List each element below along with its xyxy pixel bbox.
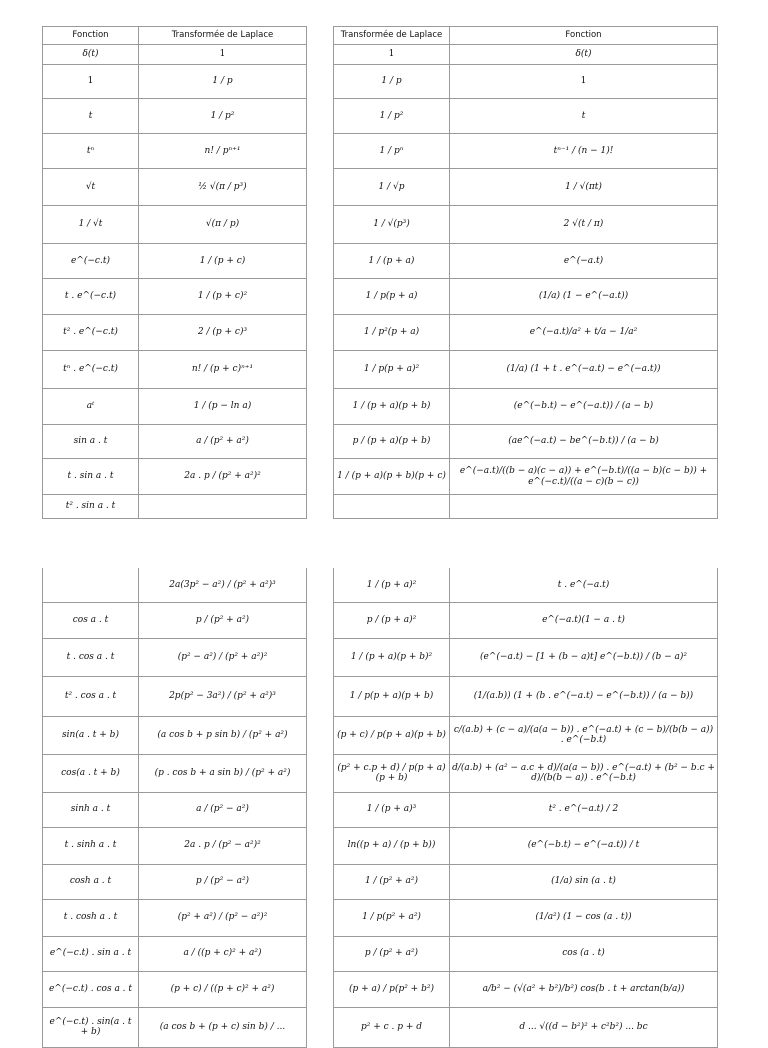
table-row (334, 315, 718, 351)
table-row (334, 206, 718, 244)
table-row (43, 754, 307, 792)
function-cell: e^(−a.t)/((b − a)(c − a)) + e^(−b.t)/((a − b)(c − b)) + e^(−c.t)/((a − c)(b − c)) (450, 459, 718, 495)
function-cell: t . cos a . t (43, 638, 139, 676)
table-row (43, 568, 307, 602)
table-row (334, 389, 718, 425)
transform-cell: p / (p + a)(p + b) (334, 425, 450, 459)
transform-cell: 1 / p (139, 65, 307, 99)
transform-cell: p / (p + a)² (334, 602, 450, 638)
transform-cell: (p . cos b + a sin b) / (p² + a²) (139, 754, 307, 792)
laplace-table-top-left (42, 26, 307, 519)
transform-cell: 1 / pⁿ (334, 134, 450, 169)
table-row (43, 459, 307, 495)
table-row (334, 169, 718, 206)
function-cell: t . sinh a . t (43, 827, 139, 864)
table-row (43, 792, 307, 827)
function-cell: (1/a) sin (a . t) (450, 864, 718, 899)
table-row (43, 99, 307, 134)
transform-cell: a / (p² + a²) (139, 425, 307, 459)
table-row (334, 899, 718, 936)
function-cell: a/b² − (√(a² + b²)/b²) cos(b . t + arctan(b/a)) (450, 971, 718, 1007)
header-row (334, 27, 718, 45)
table-row (334, 716, 718, 754)
transform-cell: 1 (334, 45, 450, 65)
function-cell: √t (43, 169, 139, 206)
table-row (43, 389, 307, 425)
function-cell: 1 / √t (43, 206, 139, 244)
function-cell: t (43, 99, 139, 134)
table-row (43, 676, 307, 716)
transform-cell: 1 / (p + a)² (334, 568, 450, 602)
transform-cell: 1 / p² (334, 99, 450, 134)
transform-cell: (p² + c.p + d) / p(p + a)(p + b) (334, 754, 450, 792)
transform-cell: 1 / (p² + a²) (334, 864, 450, 899)
table-row (334, 459, 718, 495)
laplace-table-bottom-right (333, 568, 718, 1048)
table-row (334, 602, 718, 638)
function-cell: d ... √((d − b²)² + c²b²) ... bc (450, 1007, 718, 1047)
function-cell: 1 (43, 65, 139, 99)
function-cell: e^(−c.t) (43, 244, 139, 279)
transform-cell: 1 / (p + a) (334, 244, 450, 279)
function-cell: (e^(−b.t) − e^(−a.t)) / t (450, 827, 718, 864)
transform-cell: 1 / p (334, 65, 450, 99)
transform-cell: 1 / (p + a)(p + b)(p + c) (334, 459, 450, 495)
function-cell (450, 495, 718, 519)
transform-cell: (p² + a²) / (p² − a²)² (139, 899, 307, 936)
transform-cell: 1 / p(p² + a²) (334, 899, 450, 936)
table-row (334, 792, 718, 827)
table-row (43, 602, 307, 638)
function-cell: (e^(−a.t) − [1 + (b − a)t] e^(−b.t)) / (b − a)² (450, 638, 718, 676)
table-row (43, 315, 307, 351)
transform-cell: 1 / (p − ln a) (139, 389, 307, 425)
function-cell: e^(−c.t) . sin(a . t + b) (43, 1007, 139, 1047)
transform-cell (139, 495, 307, 519)
table-row (334, 65, 718, 99)
function-cell: t . cosh a . t (43, 899, 139, 936)
function-cell: t² . e^(−c.t) (43, 315, 139, 351)
header-fonction: Fonction (450, 27, 718, 45)
transform-cell: (p² − a²) / (p² + a²)² (139, 638, 307, 676)
function-cell: t . e^(−a.t) (450, 568, 718, 602)
function-cell: e^(−a.t) (450, 244, 718, 279)
table-row (43, 425, 307, 459)
table-row (43, 716, 307, 754)
table-row (334, 45, 718, 65)
function-cell (43, 568, 139, 602)
function-cell: cos a . t (43, 602, 139, 638)
table-row (334, 676, 718, 716)
table-row (43, 638, 307, 676)
table-row (334, 864, 718, 899)
table-row (334, 754, 718, 792)
function-cell: tⁿ . e^(−c.t) (43, 351, 139, 389)
table-row (43, 279, 307, 315)
transform-cell: p / (p² − a²) (139, 864, 307, 899)
function-cell: t² . e^(−a.t) / 2 (450, 792, 718, 827)
function-cell: 1 / √(πt) (450, 169, 718, 206)
table-row (334, 425, 718, 459)
function-cell: cos(a . t + b) (43, 754, 139, 792)
table-row (43, 899, 307, 936)
table-row (334, 279, 718, 315)
transform-cell: ½ √(π / p³) (139, 169, 307, 206)
table-row (334, 827, 718, 864)
transform-cell: n! / (p + c)ⁿ⁺¹ (139, 351, 307, 389)
function-cell: sin(a . t + b) (43, 716, 139, 754)
table-row (43, 864, 307, 899)
table-row (334, 134, 718, 169)
transform-cell: a / ((p + c)² + a²) (139, 936, 307, 971)
transform-cell: n! / pⁿ⁺¹ (139, 134, 307, 169)
transform-cell: 1 / (p + c) (139, 244, 307, 279)
function-cell: aᵗ (43, 389, 139, 425)
function-cell: e^(−a.t)(1 − a . t) (450, 602, 718, 638)
table-row (334, 99, 718, 134)
table-row (43, 1007, 307, 1047)
table-row (334, 568, 718, 602)
transform-cell: 1 / (p + a)(p + b) (334, 389, 450, 425)
function-cell: cosh a . t (43, 864, 139, 899)
transform-cell: p / (p² + a²) (334, 936, 450, 971)
function-cell: e^(−c.t) . sin a . t (43, 936, 139, 971)
function-cell: tⁿ (43, 134, 139, 169)
transform-cell: (p + c) / ((p + c)² + a²) (139, 971, 307, 1007)
table-row (43, 134, 307, 169)
laplace-table-top-right (333, 26, 718, 519)
table-row (334, 971, 718, 1007)
table-row (334, 351, 718, 389)
function-cell: t² . sin a . t (43, 495, 139, 519)
transform-cell: p² + c . p + d (334, 1007, 450, 1047)
table-row (334, 1007, 718, 1047)
function-cell: e^(−c.t) . cos a . t (43, 971, 139, 1007)
function-cell: δ(t) (450, 45, 718, 65)
transform-cell: (a cos b + (p + c) sin b) / ... (139, 1007, 307, 1047)
function-cell: e^(−a.t)/a² + t/a − 1/a² (450, 315, 718, 351)
function-cell: (1/(a.b)) (1 + (b . e^(−a.t) − e^(−b.t)) / (a − b)) (450, 676, 718, 716)
function-cell: d/(a.b) + (a² − a.c + d)/(a(a − b)) . e^(−a.t) + (b² − b.c + d)/(b(b − a)) . e^(−b.t) (450, 754, 718, 792)
transform-cell: 1 / (p + a)³ (334, 792, 450, 827)
function-cell: sinh a . t (43, 792, 139, 827)
header-row (43, 27, 307, 45)
transform-cell: 2a . p / (p² − a²)² (139, 827, 307, 864)
transform-cell: 2a(3p² − a²) / (p² + a²)³ (139, 568, 307, 602)
table-row (43, 495, 307, 519)
transform-cell: 1 / √p (334, 169, 450, 206)
transform-cell: 1 / √(p³) (334, 206, 450, 244)
function-cell: t² . cos a . t (43, 676, 139, 716)
transform-cell: 1 / p(p + a)(p + b) (334, 676, 450, 716)
table-row (43, 936, 307, 971)
transform-cell: (a cos b + p sin b) / (p² + a²) (139, 716, 307, 754)
transform-cell: 1 / p² (139, 99, 307, 134)
transform-cell: a / (p² − a²) (139, 792, 307, 827)
header-transformee: Transformée de Laplace (139, 27, 307, 45)
transform-cell: (p + a) / p(p² + b²) (334, 971, 450, 1007)
function-cell: (e^(−b.t) − e^(−a.t)) / (a − b) (450, 389, 718, 425)
transform-cell (334, 495, 450, 519)
table-row (43, 971, 307, 1007)
transform-cell: 2a . p / (p² + a²)² (139, 459, 307, 495)
transform-cell: 1 / (p + a)(p + b)² (334, 638, 450, 676)
header-transformee: Transformée de Laplace (334, 27, 450, 45)
transform-cell: p / (p² + a²) (139, 602, 307, 638)
header-fonction: Fonction (43, 27, 139, 45)
function-cell: (1/a) (1 + t . e^(−a.t) − e^(−a.t)) (450, 351, 718, 389)
table-row (43, 827, 307, 864)
table-row (334, 244, 718, 279)
transform-cell: √(π / p) (139, 206, 307, 244)
table-row (43, 244, 307, 279)
table-row (43, 206, 307, 244)
function-cell: tⁿ⁻¹ / (n − 1)! (450, 134, 718, 169)
transform-cell: 2 / (p + c)³ (139, 315, 307, 351)
function-cell: cos (a . t) (450, 936, 718, 971)
transform-cell: 1 / (p + c)² (139, 279, 307, 315)
laplace-table-bottom-left (42, 568, 307, 1048)
function-cell: 2 √(t / π) (450, 206, 718, 244)
function-cell: 1 (450, 65, 718, 99)
transform-cell: 1 (139, 45, 307, 65)
function-cell: (1/a) (1 − e^(−a.t)) (450, 279, 718, 315)
function-cell: δ(t) (43, 45, 139, 65)
transform-cell: (p + c) / p(p + a)(p + b) (334, 716, 450, 754)
function-cell: c/(a.b) + (c − a)/(a(a − b)) . e^(−a.t) + (c − b)/(b(b − a)) . e^(−b.t) (450, 716, 718, 754)
transform-cell: 1 / p(p + a) (334, 279, 450, 315)
function-cell: sin a . t (43, 425, 139, 459)
function-cell: t . sin a . t (43, 459, 139, 495)
transform-cell: ln((p + a) / (p + b)) (334, 827, 450, 864)
transform-cell: 2p(p² − 3a²) / (p² + a²)³ (139, 676, 307, 716)
function-cell: (ae^(−a.t) − be^(−b.t)) / (a − b) (450, 425, 718, 459)
table-row (334, 495, 718, 519)
table-row (334, 936, 718, 971)
function-cell: (1/a²) (1 − cos (a . t)) (450, 899, 718, 936)
transform-cell: 1 / p²(p + a) (334, 315, 450, 351)
table-row (43, 169, 307, 206)
table-row (43, 351, 307, 389)
function-cell: t (450, 99, 718, 134)
transform-cell: 1 / p(p + a)² (334, 351, 450, 389)
table-row (43, 65, 307, 99)
table-row (43, 45, 307, 65)
table-row (334, 638, 718, 676)
function-cell: t . e^(−c.t) (43, 279, 139, 315)
